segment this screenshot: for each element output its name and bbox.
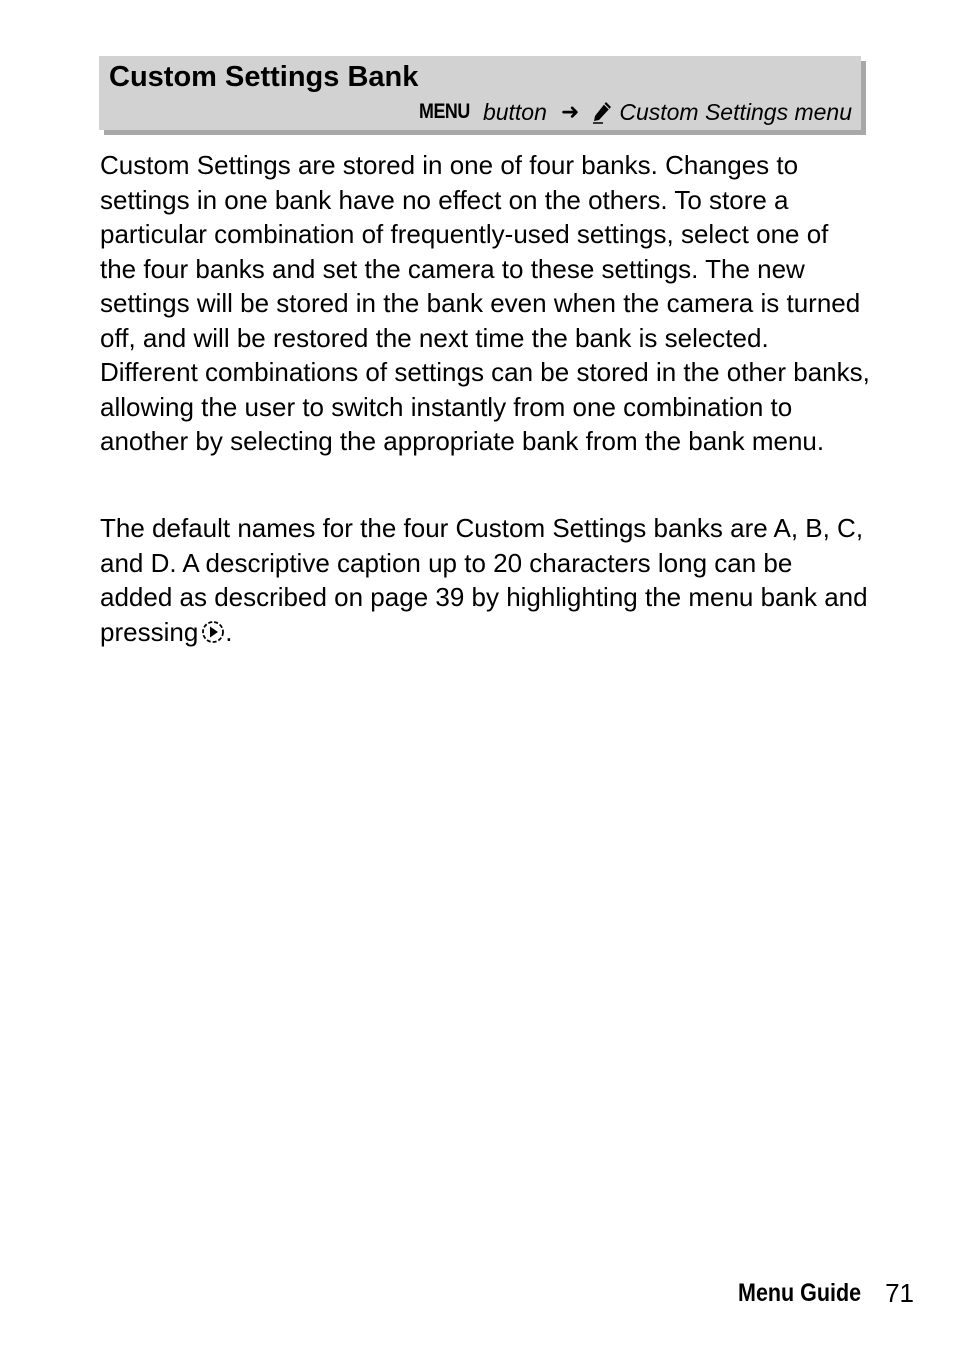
arrow-icon: ➜: [560, 99, 580, 124]
pencil-icon: [591, 100, 613, 124]
paragraph-2-end: .: [225, 616, 233, 647]
paragraph-2: [100, 511, 870, 649]
multi-selector-right-icon: [201, 618, 225, 642]
path-button-text: button: [482, 99, 547, 125]
paragraph-1-text: Custom Settings are stored in one of four banks. Changes to settings in one bank have no effect on the others. To store a particular combination of frequently-used settings, select one of the four banks and set the camera to these settings. The new settings will be stored in the bank even when the camera is turned off, and will be restored the next time the bank is selected. Different combinations of settings can be stored in the other banks, allowing the user to switch instantly from one combination to another by selecting the appropriate bank from the bank menu.: [100, 150, 870, 456]
section-header: [99, 56, 861, 130]
paragraph-2-text: The default names for the four Custom Settings banks are A, B, C, and D. A descriptive caption up to 20 characters long can be added as described on page 39 by highlighting the menu bank and pressing: [100, 513, 868, 647]
menu-path: [419, 98, 852, 126]
path-destination-text: Custom Settings menu: [619, 99, 852, 125]
body-paragraph-2: [100, 511, 870, 649]
body-paragraph-1: [100, 148, 870, 459]
menu-key-label: MENU: [419, 100, 470, 123]
page-number: 71: [885, 1278, 914, 1308]
section-title: Custom Settings Bank: [109, 61, 419, 93]
footer-section-title: Menu Guide: [737, 1279, 861, 1307]
